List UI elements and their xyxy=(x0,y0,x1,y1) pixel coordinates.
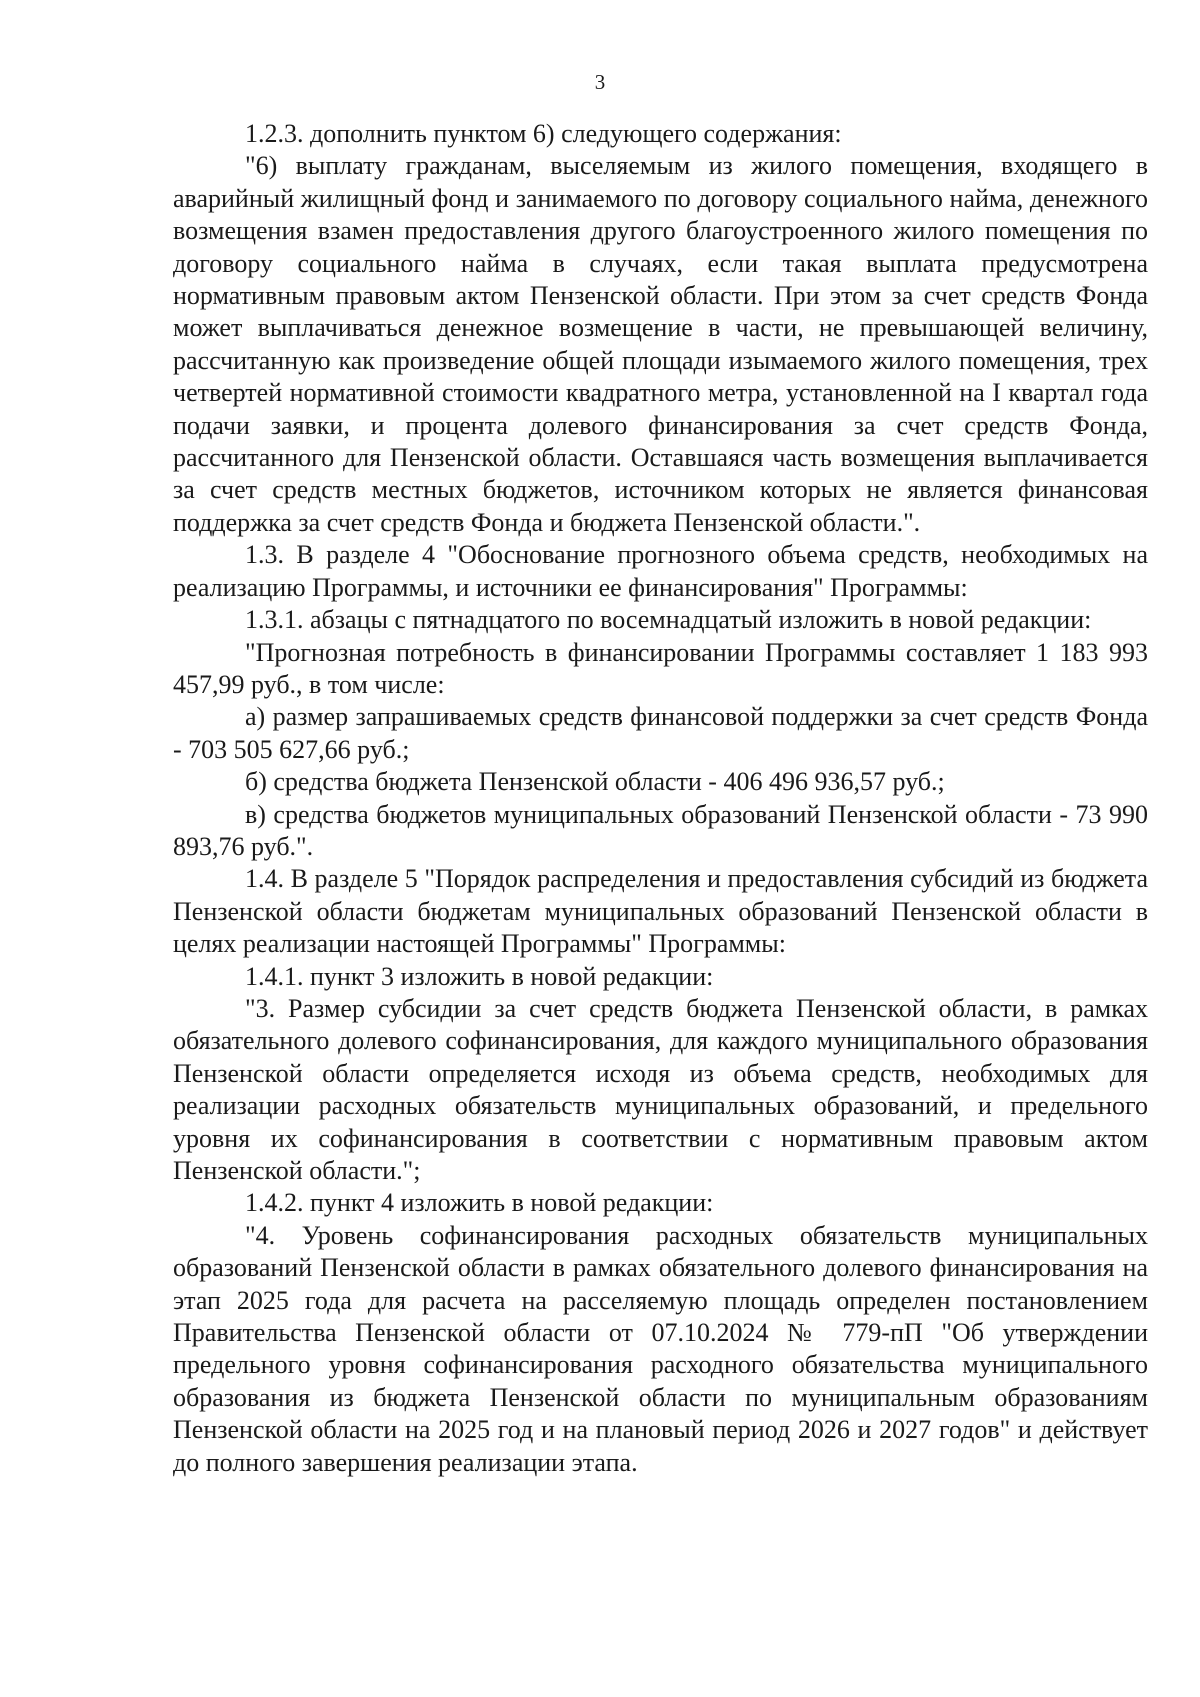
paragraph-regional-budget: б) средства бюджета Пензенской области - 406 496 936,57 руб.; xyxy=(245,767,945,797)
paragraph-1-4-1: 1.4.1. пункт 3 изложить в новой редакции: xyxy=(245,961,714,991)
paragraph-item-4-quote: "4. Уровень софинансирования расходных обязательств муниципальных образований Пензенской области в рамках обязательного долевого финансирования на этап 2025 года для расчета на расселяемую площадь определен постановлением Правительства Пензенской области от 07.10.2024 № 779-пП "Об утверждении предельного уровня софинансирования расходного обязательства муниципального образования из бюджета Пензенской области по муниципальным образованиям Пензенской области на 2025 год и на плановый период 2026 и 2027 годов" и действует до полного завершения реализации этапа. xyxy=(173,1220,1148,1477)
document-body xyxy=(173,118,1148,1479)
paragraph-1-4: 1.4. В разделе 5 "Порядок распределения и предоставления субсидий из бюджета Пензенской области бюджетам муниципальных образований Пензенской области в целях реализации настоящей Программы" Программы: xyxy=(173,864,1148,959)
paragraph-1-3-1: 1.3.1. абзацы с пятнадцатого по восемнадцатый изложить в новой редакции: xyxy=(245,605,1092,635)
paragraph-1-3: 1.3. В разделе 4 "Обоснование прогнозного объема средств, необходимых на реализацию Программы, и источники ее финансирования" Программы: xyxy=(173,540,1148,602)
paragraph-item-3-quote: "3. Размер субсидии за счет средств бюджета Пензенской области, в рамках обязательного долевого софинансирования, для каждого муниципального образования Пензенской области определяется исходя из объема средств, необходимых для реализации расходных обязательств муниципальных образований, и предельного уровня их софинансирования в соответствии с нормативным правовым актом Пензенской области."; xyxy=(173,993,1148,1185)
paragraph-1-4-2: 1.4.2. пункт 4 изложить в новой редакции: xyxy=(245,1188,714,1218)
page-number: 3 xyxy=(594,70,606,94)
paragraph-1-2-3: 1.2.3. дополнить пунктом 6) следующего содержания: xyxy=(245,119,842,148)
paragraph-financing-total: "Прогнозная потребность в финансировании Программы составляет 1 183 993 457,99 руб., в том числе: xyxy=(173,637,1148,699)
paragraph-fund-amount: а) размер запрашиваемых средств финансовой поддержки за счет средств Фонда - 703 505 627,66 руб.; xyxy=(173,702,1148,764)
paragraph-municipal-budgets: в) средства бюджетов муниципальных образований Пензенской области - 73 990 893,76 руб.". xyxy=(173,799,1148,861)
paragraph-item-6-quote: "6) выплату гражданам, выселяемым из жилого помещения, входящего в аварийный жилищный фонд и занимаемого по договору социального найма, денежного возмещения взамен предоставления другого благоустроенного жилого помещения по договору социального найма в случаях, если такая выплата предусмотрена нормативным правовым актом Пензенской области. При этом за счет средств Фонда может выплачиваться денежное возмещение в части, не превышающей величину, рассчитанную как произведение общей площади изымаемого жилого помещения, трех четвертей нормативной стоимости квадратного метра, установленной на I квартал года подачи заявки, и процента долевого финансирования за счет средств Фонда, рассчитанного для Пензенской области. Оставшаяся часть возмещения выплачивается за счет средств местных бюджетов, источником которых не является финансовая поддержка за счет средств Фонда и бюджета Пензенской области.". xyxy=(173,151,1148,537)
